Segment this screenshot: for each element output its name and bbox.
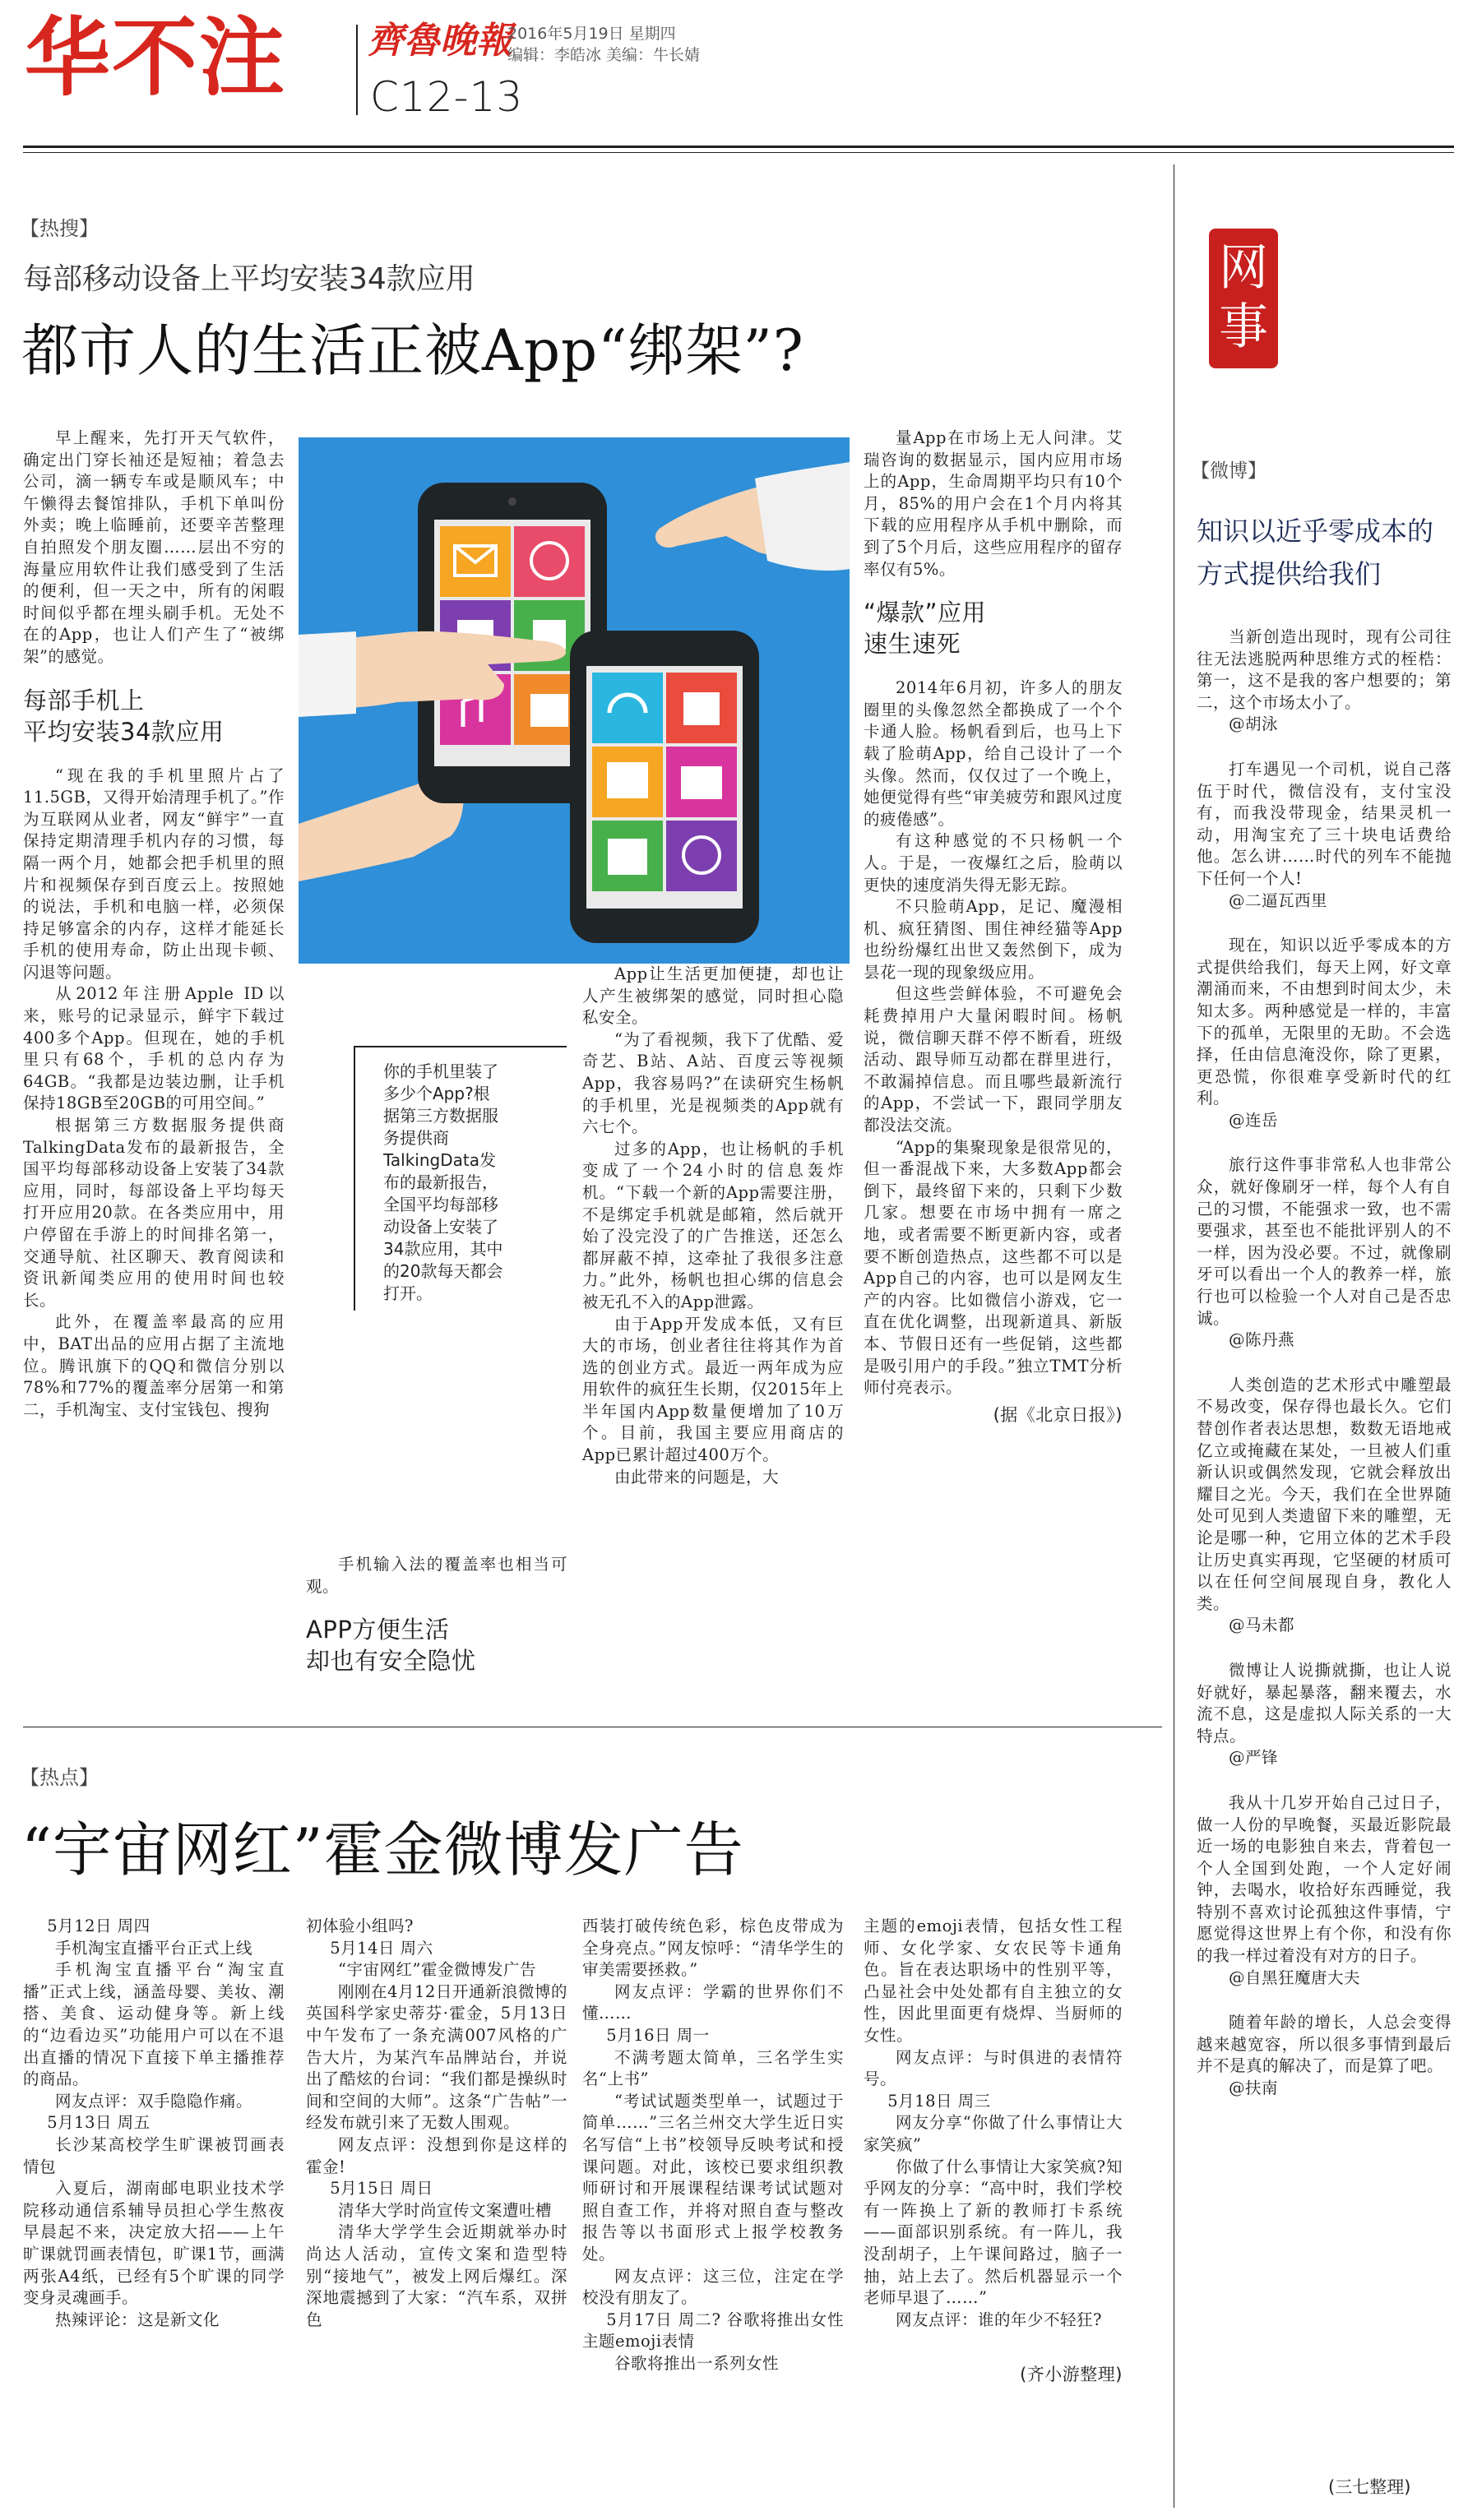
story1-col2-bottom: [306, 1554, 567, 1695]
seal-text: 网事: [1219, 239, 1268, 356]
paragraph: 此外，在覆盖率最高的应用中，BAT出品的应用占据了主流地位。腾讯旗下的QQ和微信分别以78%和77%的覆盖率分居第一和第二，手机淘宝、支付宝钱包、搜狗: [23, 1312, 285, 1419]
weibo-author: @自黑狂魔唐大夫: [1229, 1967, 1361, 1987]
weibo-author: @胡泳: [1229, 714, 1279, 734]
story1-source: (据《北京日报》): [993, 1404, 1123, 1425]
story1-tag: 【热搜】: [20, 217, 99, 240]
sidebar-credit: (三七整理): [1328, 2477, 1411, 2497]
sidebar-tag: 【微博】: [1191, 460, 1267, 482]
paragraph: 网友点评：与时俱进的表情符号。: [864, 2047, 1123, 2089]
news-date: 5月15日 周日: [330, 2179, 433, 2199]
paragraph: 但这些尝鲜体验，不可避免会耗费掉用户大量闲暇时间。杨帆说，微信聊天群不停不断看，班级活动、跟导师互动都在群里进行，不敢漏掉信息。而且哪些最新流行的App，不尝试一下，跟同学朋友都没法交流。: [864, 984, 1123, 1135]
paragraph: 不满考题太简单，三名学生实名“上书”: [582, 2047, 844, 2089]
story1-col1: [23, 428, 285, 1421]
masthead-rule-thin: [23, 152, 1454, 153]
weibo-author: @严锋: [1229, 1748, 1279, 1768]
weibo-post: 当新创造出现时，现有公司往往无法逃脱两种思维方式的桎梏：第一，这不是我的客户想要的；第二，这个市场太小了。: [1197, 627, 1452, 712]
editor-line: 编辑：李皓冰 美编：牛长婧: [507, 46, 701, 64]
paragraph: “考试试题类型单一，试题过于简单……”三名兰州交大学生近日实名写信“上书”校领导反映考试和授课问题。对此，该校已要求组织教师研讨和开展课程结课考试试题对照自查工作，并将对照自查与整改报告等以书面形式上报学校教务处。: [582, 2091, 844, 2263]
sidebar-posts: [1197, 627, 1452, 2123]
story2-col1: [23, 1916, 285, 2331]
news-date: 5月17日 周二? 谷歌将推出女性主题emoji表情: [582, 2310, 844, 2351]
sidebar-headline: 知识以近乎零成本的方式提供给我们: [1197, 516, 1434, 590]
paragraph: 刚刚在4月12日开通新浪微博的英国科学家史蒂芬·霍金，5月13日中午发布了一条充满007风格的广告大片，为某汽车品牌站台，并说出了酷炫的台词：“我们都是操纵时间和空间的大师”。这条“广告帖”一经发布就引来了无数人围观。: [306, 1981, 567, 2133]
paragraph: “现在我的手机里照片占了11.5GB，又得开始清理手机了。”作为互联网从业者，网友“鲜宇”一直保持定期清理手机内存的习惯，每隔一两个月，她都会把手机里的照片和视频保存到百度云上。按照她的说法，手机和电脑一样，必须保持足够富余的内存，这样才能延长手机的使用寿命，防止出现卡顿、闪退等问题。: [23, 765, 285, 982]
paragraph: 不只脸萌App，足记、魔漫相机、疯狂猜图、围住神经猫等App也纷纷爆红出世又轰然倒下，成为昙花一现的现象级应用。: [864, 897, 1123, 982]
paragraph: 网友点评：没想到你是这样的霍金!: [306, 2134, 567, 2176]
story2-col4: [864, 1916, 1123, 2386]
weibo-post: 随着年龄的增长，人总会变得越来越宽容，所以很多事情到最后并不是真的解决了，而是算了吧。: [1197, 2013, 1452, 2076]
paragraph: 从2012年注册Apple ID以来，账号的记录显示，鲜宇下载过400多个App。但现在，她的手机里只有68个，手机的总内存为64GB。“我都是边装边删，让手机保持18GB至20GB的可用空间。”: [23, 984, 285, 1113]
paper-name: 齊魯晚報: [368, 20, 512, 62]
story1-callout-text: 你的手机里装了多少个App?根据第三方数据服务提供商TalkingData发布的最新报告，全国平均每部移动设备上安装了34款应用，其中的20款每天都会打开。: [383, 1061, 503, 1303]
paragraph: 手机淘宝直播平台正式上线: [55, 1938, 253, 1958]
masthead-divider: [356, 25, 358, 115]
paragraph: 西装打破传统色彩，棕色皮带成为全身亮点。”网友惊呼：“清华学生的审美需要拯救。”: [582, 1917, 844, 1980]
paragraph: 早上醒来，先打开天气软件，确定出门穿长袖还是短袖；着急去公司，滴一辆专车或是顺风车；中午懒得去餐馆排队，手机下单叫份外卖；晚上临睡前，还要辛苦整理自拍照发个朋友圈……层出不穷的海量应用软件让我们感受到了生活的便利，但一天之中，所有的闲暇时间似乎都在埋头刷手机。无处不在的App，也让人们产生了“被绑架”的感觉。: [23, 428, 285, 666]
weibo-post: 旅行这件事非常私人也非常公众，就好像刷牙一样，每个人有自己的习惯，不能强求一致，也不需要强求，甚至也不能批评别人的不一样，因为没必要。不过，就像刷牙可以看出一个人的教养一样，旅行也可以检验一个人对自己是否忠诚。: [1197, 1155, 1452, 1328]
paragraph: “宇宙网红”霍金微博发广告: [338, 1960, 536, 1980]
story2-credit: (齐小游整理): [1020, 2365, 1123, 2385]
paragraph: “为了看视频，我下了优酷、爱奇艺、B站、A站、百度云等视频App，我容易吗?”在读研究生杨帆的手机里，光是视频类的App就有六七个。: [582, 1029, 844, 1137]
news-date: 5月16日 周一: [606, 2025, 710, 2045]
weibo-post: 人类创造的艺术形式中雕塑最不易改变，保存得也最长久。它们替创作者表达思想，数数无语地戒亿立或掩藏在某处，一旦被人们重新认识或偶然发现，它就会释放出耀目之光。今天，我们在全世界随处可见到人类遗留下来的雕塑，无论是哪一种，它用立体的艺术手段让历史真实再现，它坚硬的材质可以在任何空间展现自身，教化人类。: [1197, 1375, 1452, 1613]
paragraph: 网友点评：学霸的世界你们不懂……: [582, 1981, 844, 2023]
weibo-post: 微博让人说撕就撕，也让人说好就好，暴起暴落，翻来覆去，水流不息，这是虚拟人际关系的一大特点。: [1197, 1660, 1452, 1746]
paragraph: 量App在市场上无人问津。艾瑞咨询的数据显示，国内应用市场上的App，生命周期平均只有10个月，85%的用户会在1个月内将其下载的应用程序从手机中删除，而到了5个月后，这些应用程序的留存率仅有5%。: [864, 428, 1123, 579]
story1-col1-subhead: 每部手机上 平均安装34款应用: [23, 686, 225, 746]
weibo-post: 打车遇见一个司机，说自己落伍于时代，微信没有，支付宝没有，而我没带现金，结果灵机一动，用淘宝充了三十块电话费给他。怎么讲……时代的列车不能抛下任何一个人!: [1197, 759, 1452, 888]
masthead: [0, 0, 1468, 148]
paragraph: “App的集聚现象是很常见的，但一番混战下来，大多数App都会倒下，最终留下来的，只剩下少数几家。想要在市场中拥有一席之地，或者需要不断更新内容，或者要不断创造热点，这些都不可以是App自己的内容，也可以是网友生产的内容。比如微信小游戏，它一直在优化调整，出现新道具、新版本、节假日还有一些促销，这些都是吸引用户的手段。”独立TMT分析师付亮表示。: [864, 1137, 1123, 1398]
story1-col2-text: 手机输入法的覆盖率也相当可观。: [306, 1555, 567, 1596]
story2-tag: 【热点】: [20, 1766, 99, 1789]
weibo-post: 我从十几岁开始自己过日子，做一人份的早晚餐，买最近影院最近一场的电影独自来去，背着包一个人全国到处跑，一个人定好闹钟，去喝水，收拾好东西睡觉，我特别不喜欢讨论孤独这件事情，宁愿觉得这世界上有个你，和没有你的我一样过着没有对方的日子。: [1197, 1792, 1452, 1966]
story1-col3: [582, 964, 844, 1488]
paragraph: 清华大学时尚宣传文案遭吐槽: [338, 2200, 553, 2220]
paragraph: 入夏后，湖南邮电职业技术学院移动通信系辅导员担心学生熬夜早晨起不来，决定放大招——上午旷课就罚画表情包，旷课1节，画满两张A4纸，已经有5个旷课的同学变身灵魂画手。: [23, 2179, 285, 2308]
news-date: 5月12日 周四: [47, 1917, 151, 1935]
paragraph: 谷歌将推出一系列女性: [614, 2353, 780, 2373]
news-date: 5月14日 周六: [330, 1938, 433, 1958]
masthead-rule-thick: [23, 146, 1454, 148]
story1-col2-subhead: APP方便生活 却也有安全隐忧: [306, 1616, 476, 1676]
weibo-author: @马未都: [1229, 1616, 1295, 1635]
paragraph: 网友点评：这三位，注定在学校没有朋友了。: [582, 2266, 844, 2308]
story2-col2: [306, 1916, 567, 2331]
phones-hands-graphic: [299, 437, 850, 964]
callout-frame: [354, 1046, 567, 1311]
section-title: 华不注: [25, 7, 287, 108]
paragraph: 清华大学学生会近期就举办时尚达人活动，宣传文案和造型特别“接地气”，被发上网后爆红。深深地震撼到了大家：“汽车系，双拼色: [306, 2222, 567, 2329]
story2-headline: “宇宙网红”霍金微博发广告: [21, 1815, 744, 1884]
paragraph: 初体验小组吗?: [306, 1917, 414, 1935]
weibo-author: @扶南: [1229, 2078, 1279, 2098]
story2-col3: [582, 1916, 844, 2374]
date-line: 2016年5月19日 星期四: [507, 25, 676, 43]
weibo-author: @陈丹燕: [1229, 1330, 1295, 1350]
paragraph: 过多的App，也让杨帆的手机变成了一个24小时的信息轰炸机。“下载一个新的App需要注册，不是绑定手机就是邮箱，然后就开始了没完没了的广告推送，还怎么都屏蔽不掉，这牵扯了我很多注意力。”此外，杨帆也担心绑的信息会被无孔不入的App泄露。: [582, 1139, 844, 1311]
paragraph: App让生活更加便捷，却也让人产生被绑架的感觉，同时担心隐私安全。: [582, 964, 844, 1028]
paragraph: 由于App开发成本低，又有巨大的市场，创业者往往将其作为首选的创业方式。最近一两年成为应用软件的疯狂生长期，仅2015年上半年国内App数量便增加了10万个。目前，我国主要应用商店的App已累计超过400万个。: [582, 1314, 844, 1465]
paragraph: 手机淘宝直播平台“淘宝直播”正式上线，涵盖母婴、美妆、潮搭、美食、运动健身等。新上线的“边看边买”功能用户可以在不退出直播的情况下直接下单主播推荐的商品。: [23, 1960, 285, 2089]
story1-col4-subhead: “爆款”应用 速生速死: [864, 599, 987, 659]
paragraph: 网友分享“你做了什么事情让大家笑疯”: [864, 2113, 1123, 2154]
weibo-post: 现在，知识以近乎零成本的方式提供给我们，每天上网，好文章潮涌而来，不由想到时间太少，未知太多。两种感觉是一样的，丰富下的孤单，无限里的无助。不会选择，任由信息淹没你，除了更累，更恐慌，你很难享受新时代的红利。: [1197, 936, 1452, 1108]
paragraph: 2014年6月初，许多人的朋友圈里的头像忽然全都换成了一个个卡通人脸。杨帆看到后，也马上下载了脸萌App，给自己设计了一个头像。然而，仅仅过了一个晚上，她便觉得有些“审美疲劳和跟风过度的疲倦感”。: [864, 678, 1123, 829]
page-number: C12-13: [370, 73, 524, 121]
paragraph: 主题的emoji表情，包括女性工程师、女化学家、女农民等卡通角色。旨在表达职场中的性别平等，凸显社会中处处都有自主独立的女性，因此里面更有烧焊、当厨师的女性。: [864, 1917, 1123, 2045]
app-illustration: [299, 437, 850, 964]
paragraph: 有这种感觉的不只杨帆一个人。于是，一夜爆红之后，脸萌以更快的速度消失得无影无踪。: [864, 831, 1123, 895]
weibo-author: @连岳: [1229, 1110, 1279, 1130]
paragraph: 热辣评论：这是新文化: [55, 2310, 220, 2329]
seal: [1209, 229, 1278, 368]
paragraph: 网友点评：双手隐隐作痛。: [55, 2091, 253, 2111]
paragraph: 网友点评：谁的年少不轻狂?: [896, 2310, 1102, 2329]
story1-headline: 都市人的生活正被App“绑架”?: [21, 318, 804, 384]
news-date: 5月13日 周五: [47, 2113, 151, 2133]
news-date: 5月18日 周三: [887, 2091, 991, 2111]
story1-kicker: 每部移动设备上平均安装34款应用: [23, 262, 475, 296]
paragraph: 长沙某高校学生旷课被罚画表情包: [23, 2134, 285, 2176]
weibo-author: @二逼瓦西里: [1229, 890, 1328, 910]
paragraph: 根据第三方数据服务提供商TalkingData发布的最新报告，全国平均每部移动设备上安装了34款应用，同时，每部设备上平均每天打开应用20款。在各类应用中，用户停留在手游上的时间排名第一，交通导航、社区聊天、教育阅读和资讯新闻类应用的使用时间也较长。: [23, 1116, 285, 1310]
story1-col4: [864, 428, 1123, 1426]
paragraph: 你做了什么事情让大家笑疯?知乎网友的分享：“高中时，我们学校有一阵换上了新的教师打卡系统——面部识别系统。有一阵儿，我没刮胡子，上午课间路过，脑子一抽，站上去了。然后机器显示一个老师早退了……”: [864, 2157, 1123, 2308]
paragraph: 由此带来的问题是，大: [614, 1467, 780, 1487]
